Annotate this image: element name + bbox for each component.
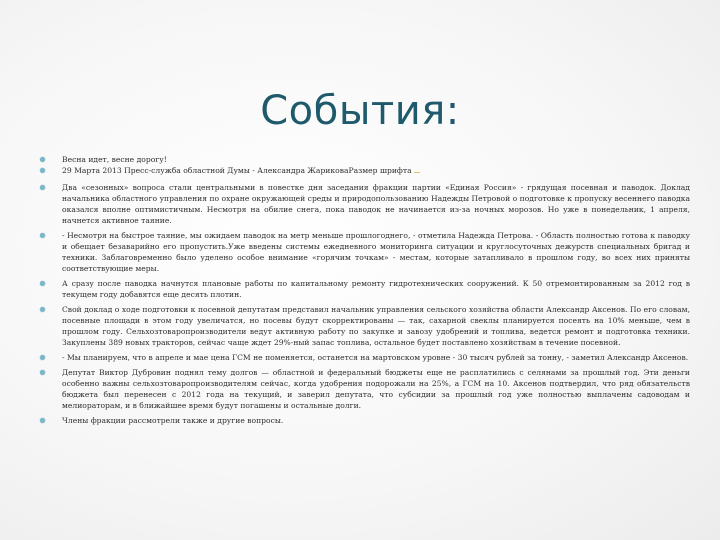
font-size-underline-icon <box>414 171 420 173</box>
slide-title: События: <box>260 88 460 134</box>
bullet-item <box>40 154 690 165</box>
bullet-item <box>40 230 690 274</box>
bullet-list <box>40 154 690 426</box>
bullet-dot-icon <box>40 281 45 286</box>
bullet-text: Члены фракции рассмотрели также и другие вопросы. <box>62 416 284 425</box>
bullet-item <box>40 165 690 176</box>
bullet-item <box>40 182 690 226</box>
bullet-dot-icon <box>40 157 45 162</box>
bullet-text: Депутат Виктор Дубровин поднял тему долгов — областной и федеральный бюджеты еще не расплатились с селянами за прошлый год. Эти деньги особенно важны сельхозтоваропроизводителям сейчас, когда удобрения подорожали на 25%, а ГСМ на 10. Аксенов подтвердил, что ряд обязательств бюджета был перенесен с 2012 года на текущий, и заверил депутата, что субсидии за прошлый год уже полностью выплачены садоводам и мелиораторам, и в ближайшее время будут погашены и остальные долги. <box>62 368 690 410</box>
bullet-text: Два «сезонных» вопроса стали центральными в повестке дня заседания фракции партии «Единая Россия» - грядущая посевная и паводок. Доклад начальника областного управления по охране окружающей среды и природопользованию Надежды Петровой о подготовке к пропуску весеннего паводка оказался вполне оптимистичным. Несмотря на обилие снега, пока паводок не начинается из-за ночных морозов. Но уже в понедельник, 1 апреля, начнется активное таяние. <box>62 183 690 225</box>
bullet-item <box>40 367 690 411</box>
bullet-dot-icon <box>40 233 45 238</box>
bullet-text: А сразу после паводка начнутся плановые работы по капитальному ремонту гидротехнических сооружений. К 50 отремонтированным за 2012 год в текущем году добавятся еще десять плотин. <box>62 279 690 299</box>
bullet-dot-icon <box>40 307 45 312</box>
bullet-text: Весна идет, весне дорогу! <box>62 155 167 164</box>
bullet-dot-icon <box>40 418 45 423</box>
bullet-dot-icon <box>40 168 45 173</box>
bullet-dot-icon <box>40 370 45 375</box>
bullet-text: Свой доклад о ходе подготовки к посевной депутатам представил начальник управления сельского хозяйства области Александр Аксенов. По его словам, посевные площади в этом году увеличатся, но посевы будут скорректированы — так, сахарной свеклы планируется посеять на 10% меньше, чем в прошлом году. Сельхозтоваропроизводители ведут активную работу по закупке и завозу удобрений и топлива, ведется ремонт и подготовка техники. Закуплены 389 новых тракторов, сейчас чаще ждет 29%-ный запас топлива, остальное будет поставлено хозяйствам в течение посевной. <box>62 305 690 347</box>
bullet-text: - Мы планируем, что в апреле и мае цена ГСМ не поменяется, останется на мартовском уровне - 30 тысяч рублей за тонну, - заметил Александр Аксенов. <box>62 353 689 362</box>
bullet-dot-icon <box>40 355 45 360</box>
bullet-item <box>40 352 690 363</box>
bullet-dot-icon <box>40 185 45 190</box>
bullet-item <box>40 415 690 426</box>
bullet-item <box>40 278 690 300</box>
bullet-text: - Несмотря на быстрое таяние, мы ожидаем паводок на метр меньше прошлогоднего, - отметила Надежда Петрова. - Область полностью готова к паводку и обещает безаварийно его пропустить.Уже введены системы ежедневного мониторинга ситуации и круглосуточных дежурств специальных бригад и техники. Заблаговременно было уделено особое внимание «горячим точкам» - местам, которые затапливало в прошлом году, во всех них приняты соответствующие меры. <box>62 231 690 273</box>
bullet-text: 29 Марта 2013 Пресс-служба областной Думы - Александра ЖариковаРазмер шрифта <box>62 166 412 175</box>
bullet-item <box>40 304 690 348</box>
